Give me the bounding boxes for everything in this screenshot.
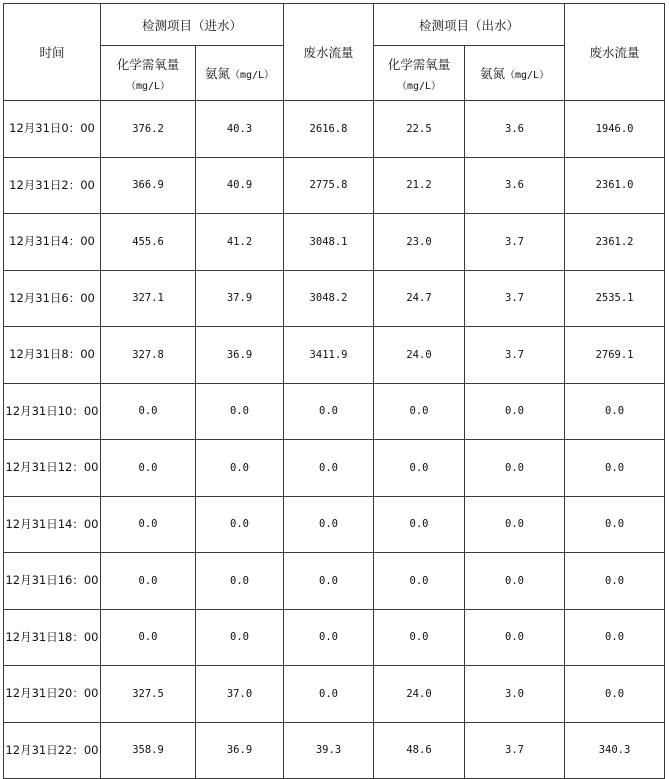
table-row	[4, 553, 665, 610]
header-ammonia-label: 氨氮	[204, 66, 230, 81]
outlet-flow-cell: 1946.0	[565, 101, 665, 158]
header-inlet-group: 检测项目（进水）	[101, 4, 284, 46]
inlet-cod-cell: 327.5	[101, 666, 196, 723]
outlet-flow-cell: 2535.1	[565, 270, 665, 327]
outlet-ammonia-cell: 0.0	[465, 609, 565, 666]
outlet-cod-cell: 0.0	[374, 609, 465, 666]
inlet-flow-cell: 0.0	[284, 666, 374, 723]
outlet-flow-cell: 2769.1	[565, 327, 665, 384]
inlet-cod-cell: 0.0	[101, 609, 196, 666]
outlet-flow-cell: 0.0	[565, 666, 665, 723]
outlet-ammonia-cell: 3.7	[465, 270, 565, 327]
time-cell: 12月31日10：00	[4, 383, 101, 440]
inlet-ammonia-cell: 0.0	[196, 383, 284, 440]
header-outlet-ammonia	[465, 46, 565, 101]
time-cell: 12月31日14：00	[4, 496, 101, 553]
inlet-cod-cell: 0.0	[101, 440, 196, 497]
outlet-ammonia-cell: 3.7	[465, 214, 565, 271]
inlet-cod-cell: 455.6	[101, 214, 196, 271]
table-row	[4, 496, 665, 553]
outlet-ammonia-cell: 3.0	[465, 666, 565, 723]
inlet-flow-cell: 3048.2	[284, 270, 374, 327]
time-cell: 12月31日22：00	[4, 722, 101, 779]
inlet-ammonia-cell: 0.0	[196, 496, 284, 553]
table-row	[4, 666, 665, 723]
inlet-ammonia-cell: 40.9	[196, 157, 284, 214]
outlet-flow-cell: 0.0	[565, 383, 665, 440]
outlet-flow-cell: 2361.2	[565, 214, 665, 271]
outlet-cod-cell: 0.0	[374, 383, 465, 440]
inlet-flow-cell: 3048.1	[284, 214, 374, 271]
time-cell: 12月31日18：00	[4, 609, 101, 666]
outlet-ammonia-cell: 0.0	[465, 496, 565, 553]
inlet-cod-cell: 0.0	[101, 496, 196, 553]
table-row	[4, 383, 665, 440]
table-row	[4, 440, 665, 497]
outlet-flow-cell: 2361.0	[565, 157, 665, 214]
outlet-flow-cell: 0.0	[565, 553, 665, 610]
inlet-cod-cell: 376.2	[101, 101, 196, 158]
outlet-ammonia-cell: 0.0	[465, 553, 565, 610]
inlet-flow-cell: 0.0	[284, 609, 374, 666]
outlet-cod-cell: 48.6	[374, 722, 465, 779]
header-outlet-flow: 废水流量	[565, 4, 665, 101]
inlet-flow-cell: 0.0	[284, 553, 374, 610]
outlet-cod-cell: 24.0	[374, 666, 465, 723]
inlet-cod-cell: 327.1	[101, 270, 196, 327]
header-outlet-cod	[374, 46, 465, 101]
outlet-cod-cell: 24.0	[374, 327, 465, 384]
time-cell: 12月31日4：00	[4, 214, 101, 271]
table-row	[4, 609, 665, 666]
outlet-cod-cell: 0.0	[374, 496, 465, 553]
inlet-flow-cell: 2775.8	[284, 157, 374, 214]
outlet-ammonia-cell: 0.0	[465, 440, 565, 497]
header-inlet-flow: 废水流量	[284, 4, 374, 101]
outlet-ammonia-cell: 3.7	[465, 327, 565, 384]
table-row	[4, 327, 665, 384]
outlet-flow-cell: 0.0	[565, 496, 665, 553]
inlet-cod-cell: 0.0	[101, 553, 196, 610]
outlet-cod-cell: 23.0	[374, 214, 465, 271]
outlet-cod-cell: 0.0	[374, 440, 465, 497]
inlet-ammonia-cell: 0.0	[196, 440, 284, 497]
header-time: 时间	[4, 4, 101, 101]
outlet-cod-cell: 24.7	[374, 270, 465, 327]
time-cell: 12月31日16：00	[4, 553, 101, 610]
header-ammonia-label: 氨氮	[479, 66, 505, 81]
time-cell: 12月31日6：00	[4, 270, 101, 327]
header-cod-label: 化学需氧量	[387, 56, 451, 72]
table-row	[4, 157, 665, 214]
inlet-flow-cell: 0.0	[284, 440, 374, 497]
water-quality-table	[3, 3, 665, 779]
header-cod-unit: （mg/L）	[396, 80, 442, 92]
header-cod-label: 化学需氧量	[116, 56, 180, 72]
outlet-cod-cell: 0.0	[374, 553, 465, 610]
header-inlet-ammonia	[196, 46, 284, 101]
inlet-flow-cell: 2616.8	[284, 101, 374, 158]
outlet-ammonia-cell: 3.6	[465, 101, 565, 158]
inlet-cod-cell: 366.9	[101, 157, 196, 214]
inlet-ammonia-cell: 40.3	[196, 101, 284, 158]
inlet-ammonia-cell: 36.9	[196, 327, 284, 384]
table-row	[4, 101, 665, 158]
inlet-flow-cell: 39.3	[284, 722, 374, 779]
inlet-flow-cell: 0.0	[284, 496, 374, 553]
header-outlet-group: 检测项目（出水）	[374, 4, 565, 46]
outlet-cod-cell: 22.5	[374, 101, 465, 158]
outlet-ammonia-cell: 3.6	[465, 157, 565, 214]
inlet-cod-cell: 327.8	[101, 327, 196, 384]
header-cod-unit: （mg/L）	[125, 80, 171, 92]
inlet-ammonia-cell: 36.9	[196, 722, 284, 779]
inlet-flow-cell: 3411.9	[284, 327, 374, 384]
inlet-ammonia-cell: 37.9	[196, 270, 284, 327]
time-cell: 12月31日8：00	[4, 327, 101, 384]
inlet-cod-cell: 0.0	[101, 383, 196, 440]
inlet-flow-cell: 0.0	[284, 383, 374, 440]
inlet-ammonia-cell: 37.0	[196, 666, 284, 723]
time-cell: 12月31日20：00	[4, 666, 101, 723]
header-inlet-cod	[101, 46, 196, 101]
inlet-ammonia-cell: 0.0	[196, 609, 284, 666]
time-cell: 12月31日0：00	[4, 101, 101, 158]
outlet-flow-cell: 340.3	[565, 722, 665, 779]
outlet-ammonia-cell: 0.0	[465, 383, 565, 440]
outlet-flow-cell: 0.0	[565, 440, 665, 497]
table-row	[4, 214, 665, 271]
time-cell: 12月31日12：00	[4, 440, 101, 497]
header-ammonia-unit: （mg/L）	[504, 70, 550, 81]
outlet-ammonia-cell: 3.7	[465, 722, 565, 779]
inlet-ammonia-cell: 0.0	[196, 553, 284, 610]
outlet-flow-cell: 0.0	[565, 609, 665, 666]
outlet-cod-cell: 21.2	[374, 157, 465, 214]
table-row	[4, 722, 665, 779]
time-cell: 12月31日2：00	[4, 157, 101, 214]
table-row	[4, 270, 665, 327]
inlet-cod-cell: 358.9	[101, 722, 196, 779]
inlet-ammonia-cell: 41.2	[196, 214, 284, 271]
header-ammonia-unit: （mg/L）	[229, 70, 275, 81]
